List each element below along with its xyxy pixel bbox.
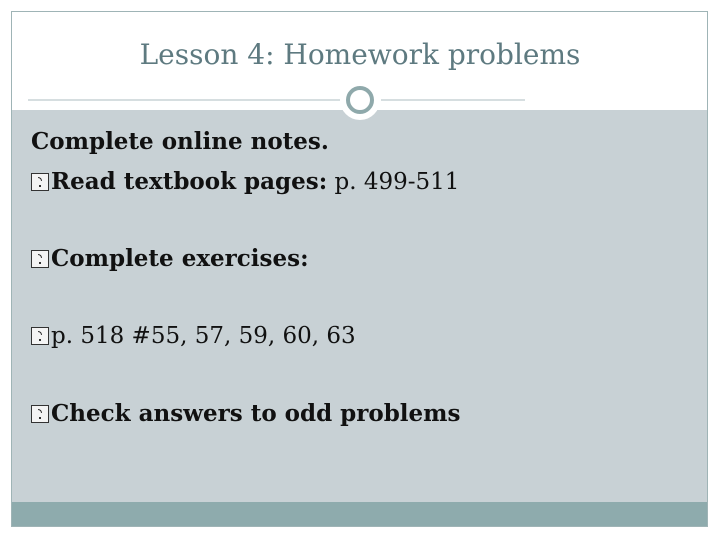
list-item-label: Complete exercises: [51, 245, 309, 272]
list-item [31, 170, 459, 194]
list-item [31, 247, 309, 271]
slide-title: Lesson 4: Homework problems [139, 38, 581, 71]
ring-icon [340, 80, 380, 120]
title-divider-right [381, 99, 525, 101]
list-item-detail: p. 499-511 [334, 169, 460, 195]
list-item-label: Check answers to odd problems [51, 400, 461, 427]
intro-line [31, 130, 329, 154]
missing-glyph-box-icon [31, 250, 49, 268]
list-item [31, 325, 356, 348]
ring-icon-inner [346, 86, 374, 114]
list-item [31, 402, 460, 426]
list-item-detail: p. 518 #55, 57, 59, 60, 63 [51, 323, 356, 349]
missing-glyph-box-icon [31, 173, 49, 191]
title-divider-left [28, 99, 340, 101]
missing-glyph-box-icon [31, 405, 49, 423]
intro-text: Complete online notes. [31, 128, 329, 155]
list-item-label: Read textbook pages: [51, 168, 328, 195]
missing-glyph-box-icon [31, 327, 49, 345]
